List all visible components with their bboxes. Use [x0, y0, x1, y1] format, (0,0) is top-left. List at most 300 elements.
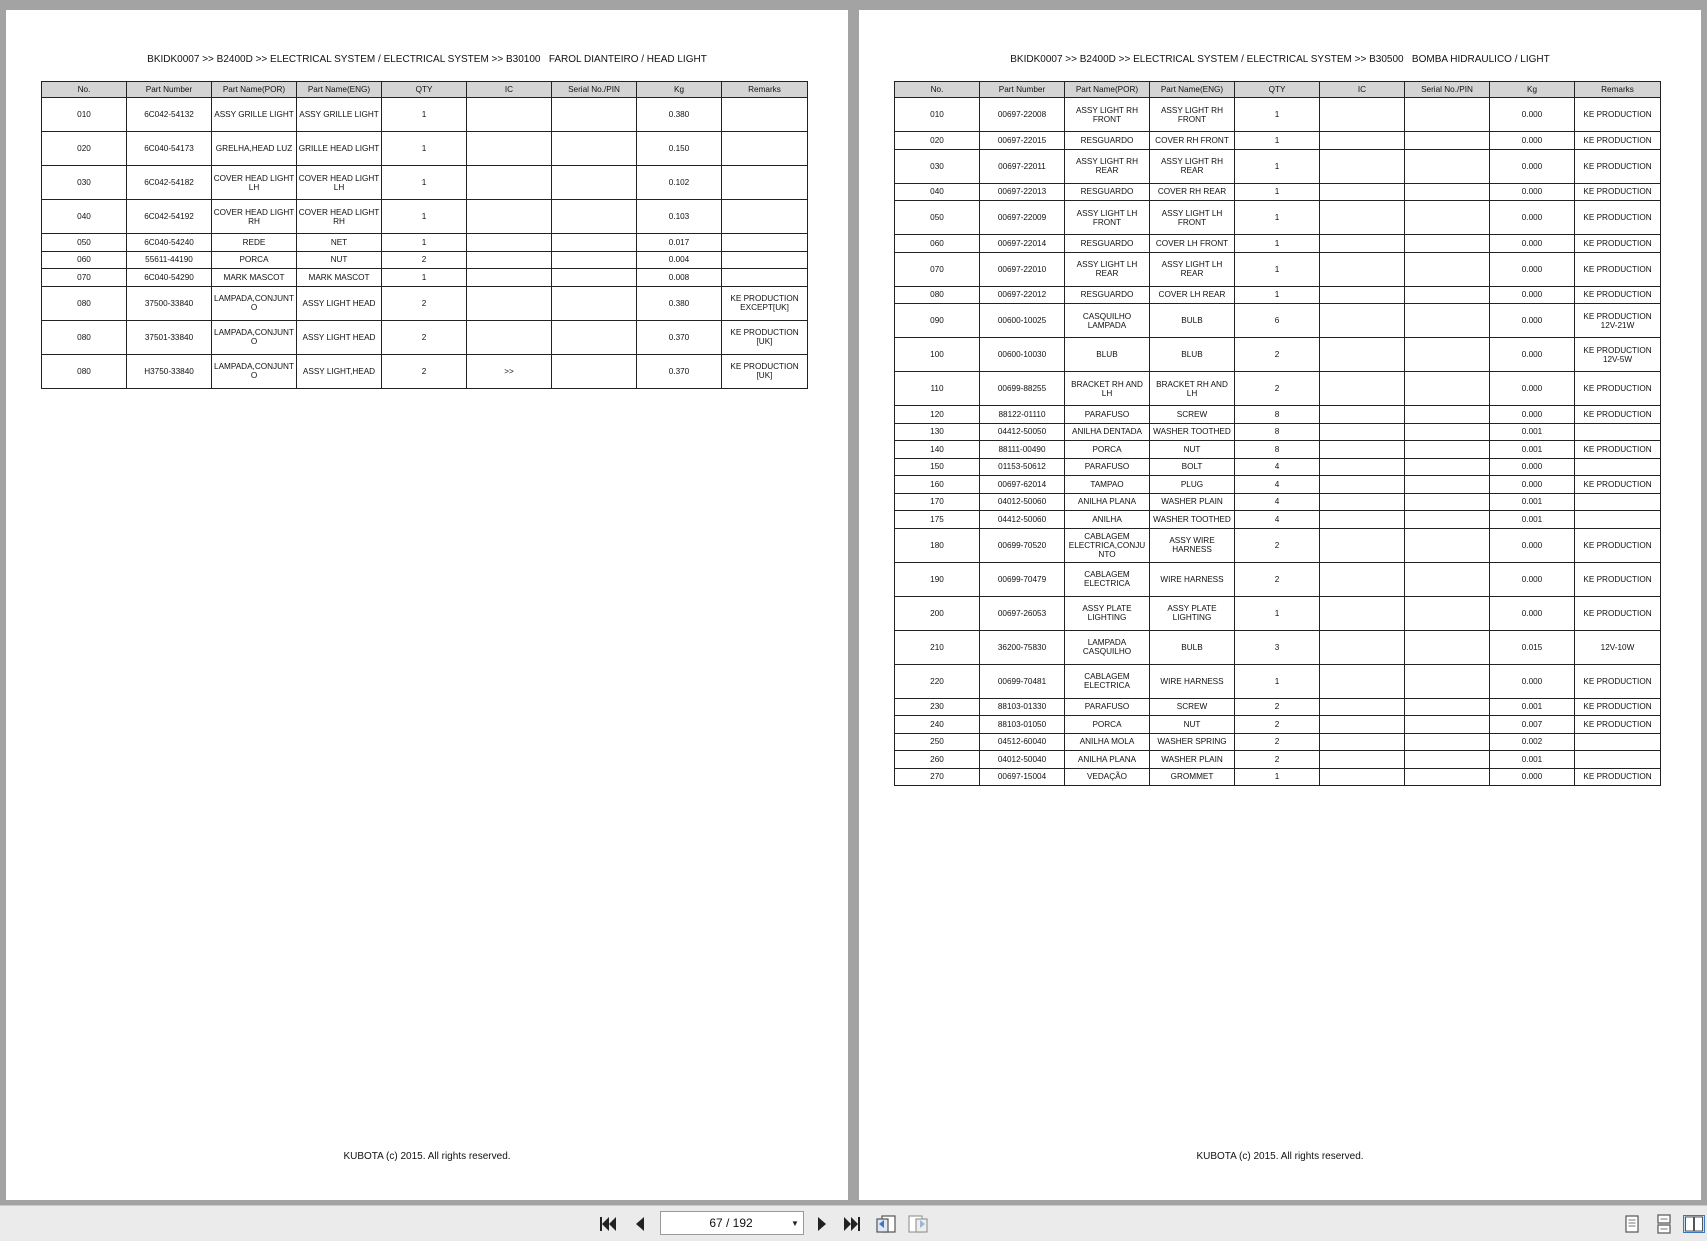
cell-part-name-por: PORCA — [1065, 716, 1150, 734]
cell-kg: 0.004 — [637, 251, 722, 269]
cell-no: 240 — [895, 716, 980, 734]
cell-kg: 0.000 — [1490, 458, 1575, 476]
cell-remarks: KE PRODUCTION — [1575, 98, 1661, 132]
single-page-view-icon — [1624, 1215, 1640, 1233]
single-page-view-button[interactable] — [1620, 1212, 1644, 1236]
cell-ic — [1320, 630, 1405, 664]
cell-no: 090 — [895, 304, 980, 338]
table-header-row — [42, 82, 808, 98]
cell-kg: 0.008 — [637, 269, 722, 287]
cell-part-name-eng: ASSY LIGHT LH FRONT — [1150, 201, 1235, 235]
cell-part-name-por: ANILHA PLANA — [1065, 751, 1150, 769]
table-row — [895, 423, 1661, 441]
cell-serial — [1405, 304, 1490, 338]
cell-remarks: KE PRODUCTION [UK] — [722, 320, 808, 354]
cell-kg: 0.000 — [1490, 201, 1575, 235]
cell-remarks — [1575, 458, 1661, 476]
cell-qty: 1 — [1235, 664, 1320, 698]
cell-ic — [467, 166, 552, 200]
cell-part-number: H3750-33840 — [127, 354, 212, 388]
cell-serial — [1405, 372, 1490, 406]
cell-part-name-eng: ASSY LIGHT LH REAR — [1150, 252, 1235, 286]
cell-serial — [1405, 476, 1490, 494]
previous-page-icon — [634, 1216, 646, 1232]
table-row — [895, 252, 1661, 286]
cell-part-name-por: PORCA — [1065, 441, 1150, 459]
cell-no: 080 — [42, 354, 127, 388]
cell-qty: 1 — [382, 234, 467, 252]
cell-no: 080 — [42, 320, 127, 354]
cell-part-name-eng: WASHER PLAIN — [1150, 493, 1235, 511]
cell-ic — [1320, 493, 1405, 511]
cell-remarks: KE PRODUCTION — [1575, 149, 1661, 183]
cell-no: 040 — [42, 200, 127, 234]
cell-part-name-por: BRACKET RH AND LH — [1065, 372, 1150, 406]
cell-ic — [1320, 441, 1405, 459]
cell-qty: 2 — [1235, 528, 1320, 562]
cell-ic — [467, 132, 552, 166]
cell-remarks: KE PRODUCTION EXCEPT[UK] — [722, 286, 808, 320]
table-row — [895, 716, 1661, 734]
cell-kg: 0.000 — [1490, 596, 1575, 630]
cell-remarks: KE PRODUCTION — [1575, 441, 1661, 459]
cell-qty: 8 — [1235, 441, 1320, 459]
cell-no: 030 — [895, 149, 980, 183]
table-row — [895, 596, 1661, 630]
cell-part-name-por: RESGUARDO — [1065, 235, 1150, 253]
page-footer: KUBOTA (c) 2015. All rights reserved. — [1196, 1151, 1364, 1162]
cell-ic — [1320, 664, 1405, 698]
cell-ic — [1320, 406, 1405, 424]
cell-part-number: 6C042-54192 — [127, 200, 212, 234]
cell-remarks — [722, 200, 808, 234]
cell-serial — [552, 269, 637, 287]
cell-serial — [1405, 733, 1490, 751]
cell-kg: 0.370 — [637, 320, 722, 354]
cell-part-name-eng: BLUB — [1150, 338, 1235, 372]
cell-kg: 0.001 — [1490, 698, 1575, 716]
cell-part-name-eng: COVER RH REAR — [1150, 183, 1235, 201]
cell-part-name-eng: COVER HEAD LIGHT LH — [297, 166, 382, 200]
cell-qty: 4 — [1235, 493, 1320, 511]
cell-part-name-eng: ASSY LIGHT HEAD — [297, 286, 382, 320]
cell-remarks: KE PRODUCTION — [1575, 252, 1661, 286]
cell-part-number: 88103-01330 — [980, 698, 1065, 716]
cell-part-name-por: LAMPADA CASQUILHO — [1065, 630, 1150, 664]
cell-part-name-eng: ASSY LIGHT HEAD — [297, 320, 382, 354]
cell-part-name-eng: NET — [297, 234, 382, 252]
cell-part-name-eng: WASHER TOOTHED — [1150, 511, 1235, 529]
cell-no: 010 — [42, 98, 127, 132]
column-header: Part Name(POR) — [212, 82, 297, 98]
cell-kg: 0.102 — [637, 166, 722, 200]
first-page-button[interactable] — [596, 1212, 620, 1236]
cell-remarks: KE PRODUCTION 12V-21W — [1575, 304, 1661, 338]
go-back-button[interactable] — [874, 1212, 898, 1236]
cell-part-number: 04412-50050 — [980, 423, 1065, 441]
cell-no: 050 — [895, 201, 980, 235]
cell-ic — [467, 320, 552, 354]
table-row — [895, 98, 1661, 132]
cell-kg: 0.000 — [1490, 372, 1575, 406]
cell-serial — [552, 166, 637, 200]
cell-serial — [552, 132, 637, 166]
cell-serial — [1405, 664, 1490, 698]
table-row — [895, 528, 1661, 562]
cell-part-name-eng: BULB — [1150, 630, 1235, 664]
table-row — [895, 304, 1661, 338]
cell-qty: 1 — [382, 132, 467, 166]
cell-serial — [552, 251, 637, 269]
column-header: IC — [1320, 82, 1405, 98]
cell-kg: 0.000 — [1490, 304, 1575, 338]
cell-part-name-eng: SCREW — [1150, 698, 1235, 716]
cell-part-name-eng: NUT — [1150, 716, 1235, 734]
cell-part-number: 6C040-54240 — [127, 234, 212, 252]
cell-kg: 0.000 — [1490, 235, 1575, 253]
cell-kg: 0.001 — [1490, 751, 1575, 769]
cell-kg: 0.380 — [637, 98, 722, 132]
cell-part-number: 88111-00490 — [980, 441, 1065, 459]
cell-part-name-por: CABLAGEM ELECTRICA,CONJUNTO — [1065, 528, 1150, 562]
column-header: Kg — [1490, 82, 1575, 98]
continuous-view-button[interactable] — [1652, 1212, 1676, 1236]
cell-no: 050 — [42, 234, 127, 252]
cell-part-number: 00699-70479 — [980, 562, 1065, 596]
cell-no: 260 — [895, 751, 980, 769]
cell-remarks: KE PRODUCTION — [1575, 528, 1661, 562]
cell-ic — [1320, 286, 1405, 304]
cell-remarks: KE PRODUCTION — [1575, 201, 1661, 235]
cell-serial — [552, 98, 637, 132]
cell-serial — [1405, 423, 1490, 441]
table-row — [42, 320, 808, 354]
next-page-icon — [816, 1216, 828, 1232]
cell-no: 070 — [42, 269, 127, 287]
cell-serial — [1405, 98, 1490, 132]
cell-part-name-eng: WIRE HARNESS — [1150, 562, 1235, 596]
previous-page-button[interactable] — [628, 1212, 652, 1236]
cell-part-name-eng: ASSY PLATE LIGHTING — [1150, 596, 1235, 630]
cell-part-number: 6C042-54182 — [127, 166, 212, 200]
continuous-view-icon — [1656, 1214, 1672, 1234]
table-row — [895, 286, 1661, 304]
cell-remarks — [1575, 511, 1661, 529]
cell-ic — [1320, 458, 1405, 476]
cell-part-name-por: COVER HEAD LIGHT LH — [212, 166, 297, 200]
table-row — [895, 372, 1661, 406]
cell-remarks — [1575, 751, 1661, 769]
cell-part-number: 37501-33840 — [127, 320, 212, 354]
cell-no: 080 — [42, 286, 127, 320]
column-header: Serial No./PIN — [552, 82, 637, 98]
table-row — [42, 200, 808, 234]
cell-ic — [1320, 201, 1405, 235]
cell-ic — [1320, 698, 1405, 716]
table-row — [42, 234, 808, 252]
column-header: Part Name(ENG) — [1150, 82, 1235, 98]
table-row — [42, 98, 808, 132]
cell-remarks — [1575, 423, 1661, 441]
table-row — [895, 476, 1661, 494]
cell-qty: 1 — [382, 166, 467, 200]
cell-qty: 1 — [1235, 98, 1320, 132]
last-page-icon — [843, 1216, 861, 1232]
cell-part-name-por: PARAFUSO — [1065, 406, 1150, 424]
table-row — [895, 493, 1661, 511]
cell-part-name-por: BLUB — [1065, 338, 1150, 372]
cell-part-name-por: ANILHA — [1065, 511, 1150, 529]
table-row — [895, 768, 1661, 786]
cell-part-number: 01153-50612 — [980, 458, 1065, 476]
cell-kg: 0.370 — [637, 354, 722, 388]
cell-part-name-por: PARAFUSO — [1065, 698, 1150, 716]
cell-no: 210 — [895, 630, 980, 664]
cell-ic — [1320, 733, 1405, 751]
chevron-down-icon[interactable]: ▼ — [791, 1218, 799, 1228]
go-forward-icon — [907, 1214, 929, 1234]
cell-qty: 2 — [1235, 733, 1320, 751]
cell-ic — [1320, 183, 1405, 201]
cell-ic — [467, 286, 552, 320]
column-header: IC — [467, 82, 552, 98]
cell-part-name-eng: COVER LH FRONT — [1150, 235, 1235, 253]
column-header: Part Name(POR) — [1065, 82, 1150, 98]
cell-serial — [1405, 562, 1490, 596]
cell-kg: 0.000 — [1490, 528, 1575, 562]
cell-part-name-por: ANILHA PLANA — [1065, 493, 1150, 511]
cell-part-number: 6C040-54173 — [127, 132, 212, 166]
cell-kg: 0.000 — [1490, 98, 1575, 132]
cell-qty: 2 — [1235, 716, 1320, 734]
column-header: QTY — [1235, 82, 1320, 98]
page-header: BKIDK0007 >> B2400D >> ELECTRICAL SYSTEM / ELECTRICAL SYSTEM >> B30500 BOMBA HIDRAULICO / LIGHT — [1010, 54, 1550, 65]
cell-part-name-eng: COVER RH FRONT — [1150, 132, 1235, 150]
cell-no: 100 — [895, 338, 980, 372]
table-row — [895, 664, 1661, 698]
cell-ic — [1320, 596, 1405, 630]
cell-qty: 4 — [1235, 511, 1320, 529]
go-back-icon — [875, 1214, 897, 1234]
page-number-field[interactable] — [660, 1211, 804, 1235]
cell-part-number: 04012-50040 — [980, 751, 1065, 769]
table-row — [895, 733, 1661, 751]
cell-remarks: KE PRODUCTION — [1575, 235, 1661, 253]
cell-ic — [1320, 751, 1405, 769]
cell-ic — [1320, 476, 1405, 494]
table-row — [42, 354, 808, 388]
cell-no: 070 — [895, 252, 980, 286]
page-number-text: 67 / 192 — [709, 1216, 753, 1230]
cell-qty: 2 — [382, 320, 467, 354]
cell-part-number: 37500-33840 — [127, 286, 212, 320]
cell-remarks: KE PRODUCTION — [1575, 476, 1661, 494]
cell-ic — [1320, 562, 1405, 596]
cell-ic — [1320, 304, 1405, 338]
table-row — [42, 132, 808, 166]
cell-serial — [552, 354, 637, 388]
cell-qty: 1 — [1235, 201, 1320, 235]
cell-remarks: KE PRODUCTION 12V-5W — [1575, 338, 1661, 372]
cell-part-name-eng: BULB — [1150, 304, 1235, 338]
cell-part-name-por: ASSY LIGHT LH REAR — [1065, 252, 1150, 286]
cell-part-name-eng: WASHER PLAIN — [1150, 751, 1235, 769]
cell-ic — [1320, 338, 1405, 372]
cell-remarks: KE PRODUCTION — [1575, 664, 1661, 698]
cell-part-name-por: RESGUARDO — [1065, 183, 1150, 201]
cell-part-name-eng: COVER HEAD LIGHT RH — [297, 200, 382, 234]
cell-part-number: 00600-10025 — [980, 304, 1065, 338]
column-header: Remarks — [722, 82, 808, 98]
cell-serial — [1405, 528, 1490, 562]
cell-serial — [1405, 252, 1490, 286]
cell-part-number: 00600-10030 — [980, 338, 1065, 372]
cell-remarks: KE PRODUCTION — [1575, 132, 1661, 150]
cell-no: 200 — [895, 596, 980, 630]
page-header: BKIDK0007 >> B2400D >> ELECTRICAL SYSTEM / ELECTRICAL SYSTEM >> B30100 FAROL DIANTEIRO / HEAD LIGHT — [147, 54, 707, 65]
cell-part-name-por: ASSY LIGHT LH FRONT — [1065, 201, 1150, 235]
first-page-icon — [599, 1216, 617, 1232]
cell-serial — [1405, 751, 1490, 769]
cell-remarks: KE PRODUCTION — [1575, 768, 1661, 786]
cell-part-number: 04512-60040 — [980, 733, 1065, 751]
cell-qty: 2 — [1235, 698, 1320, 716]
cell-part-name-por: COVER HEAD LIGHT RH — [212, 200, 297, 234]
cell-part-number: 00697-22012 — [980, 286, 1065, 304]
cell-no: 270 — [895, 768, 980, 786]
cell-serial — [1405, 596, 1490, 630]
cell-kg: 0.000 — [1490, 562, 1575, 596]
cell-part-number: 00697-22011 — [980, 149, 1065, 183]
table-row — [895, 132, 1661, 150]
cell-qty: 2 — [382, 354, 467, 388]
cell-part-name-por: LAMPADA,CONJUNTO — [212, 354, 297, 388]
cell-part-number: 00697-62014 — [980, 476, 1065, 494]
cell-kg: 0.001 — [1490, 511, 1575, 529]
cell-ic — [467, 200, 552, 234]
table-row — [895, 441, 1661, 459]
cell-part-name-por: LAMPADA,CONJUNTO — [212, 320, 297, 354]
cell-kg: 0.000 — [1490, 338, 1575, 372]
cell-serial — [552, 286, 637, 320]
cell-part-number: 55611-44190 — [127, 251, 212, 269]
table-row — [895, 458, 1661, 476]
cell-part-number: 88103-01050 — [980, 716, 1065, 734]
table-row — [895, 235, 1661, 253]
cell-part-name-eng: BOLT — [1150, 458, 1235, 476]
cell-serial — [1405, 201, 1490, 235]
cell-serial — [1405, 698, 1490, 716]
cell-part-name-eng: GROMMET — [1150, 768, 1235, 786]
cell-serial — [1405, 338, 1490, 372]
cell-kg: 0.380 — [637, 286, 722, 320]
cell-ic — [1320, 252, 1405, 286]
table-row — [895, 511, 1661, 529]
cell-remarks — [1575, 493, 1661, 511]
cell-no: 150 — [895, 458, 980, 476]
document-page-left — [6, 10, 848, 1200]
cell-qty: 3 — [1235, 630, 1320, 664]
column-header: No. — [42, 82, 127, 98]
cell-part-number: 6C042-54132 — [127, 98, 212, 132]
cell-part-number: 36200-75830 — [980, 630, 1065, 664]
cell-remarks — [722, 98, 808, 132]
table-row — [42, 286, 808, 320]
column-header: Part Name(ENG) — [297, 82, 382, 98]
facing-pages-view-icon — [1683, 1215, 1705, 1233]
cell-serial — [1405, 768, 1490, 786]
cell-serial — [1405, 235, 1490, 253]
table-row — [42, 251, 808, 269]
cell-remarks — [722, 234, 808, 252]
cell-serial — [552, 234, 637, 252]
cell-no: 060 — [42, 251, 127, 269]
cell-part-name-eng: PLUG — [1150, 476, 1235, 494]
cell-no: 020 — [42, 132, 127, 166]
cell-no: 230 — [895, 698, 980, 716]
table-row — [895, 698, 1661, 716]
cell-qty: 2 — [1235, 372, 1320, 406]
cell-kg: 0.000 — [1490, 183, 1575, 201]
cell-remarks — [722, 251, 808, 269]
cell-qty: 2 — [1235, 562, 1320, 596]
cell-remarks — [722, 166, 808, 200]
cell-remarks — [722, 269, 808, 287]
cell-kg: 0.002 — [1490, 733, 1575, 751]
last-page-button[interactable] — [840, 1212, 864, 1236]
cell-part-name-eng: COVER LH REAR — [1150, 286, 1235, 304]
cell-no: 180 — [895, 528, 980, 562]
cell-part-number: 00697-22009 — [980, 201, 1065, 235]
cell-part-number: 00697-22010 — [980, 252, 1065, 286]
cell-part-name-por: MARK MASCOT — [212, 269, 297, 287]
cell-qty: 1 — [1235, 235, 1320, 253]
cell-serial — [1405, 493, 1490, 511]
cell-part-number: 04012-50060 — [980, 493, 1065, 511]
cell-no: 020 — [895, 132, 980, 150]
cell-part-name-por: ASSY GRILLE LIGHT — [212, 98, 297, 132]
go-forward-button[interactable] — [906, 1212, 930, 1236]
cell-part-name-por: PORCA — [212, 251, 297, 269]
cell-part-number: 00697-22014 — [980, 235, 1065, 253]
cell-kg: 0.150 — [637, 132, 722, 166]
cell-ic — [467, 98, 552, 132]
cell-serial — [552, 320, 637, 354]
cell-no: 170 — [895, 493, 980, 511]
cell-qty: 8 — [1235, 406, 1320, 424]
cell-part-number: 88122-01110 — [980, 406, 1065, 424]
cell-part-name-eng: ASSY WIRE HARNESS — [1150, 528, 1235, 562]
cell-ic — [1320, 423, 1405, 441]
cell-no: 080 — [895, 286, 980, 304]
cell-kg: 0.017 — [637, 234, 722, 252]
cell-serial — [1405, 183, 1490, 201]
facing-pages-view-button[interactable] — [1682, 1212, 1706, 1236]
cell-qty: 1 — [1235, 252, 1320, 286]
cell-part-name-por: PARAFUSO — [1065, 458, 1150, 476]
column-header: QTY — [382, 82, 467, 98]
cell-serial — [1405, 511, 1490, 529]
cell-kg: 0.001 — [1490, 423, 1575, 441]
table-row — [895, 183, 1661, 201]
cell-remarks — [722, 132, 808, 166]
next-page-button[interactable] — [810, 1212, 834, 1236]
cell-part-name-eng: ASSY GRILLE LIGHT — [297, 98, 382, 132]
cell-part-name-por: RESGUARDO — [1065, 286, 1150, 304]
cell-no: 110 — [895, 372, 980, 406]
cell-remarks: KE PRODUCTION — [1575, 562, 1661, 596]
cell-qty: 1 — [1235, 596, 1320, 630]
